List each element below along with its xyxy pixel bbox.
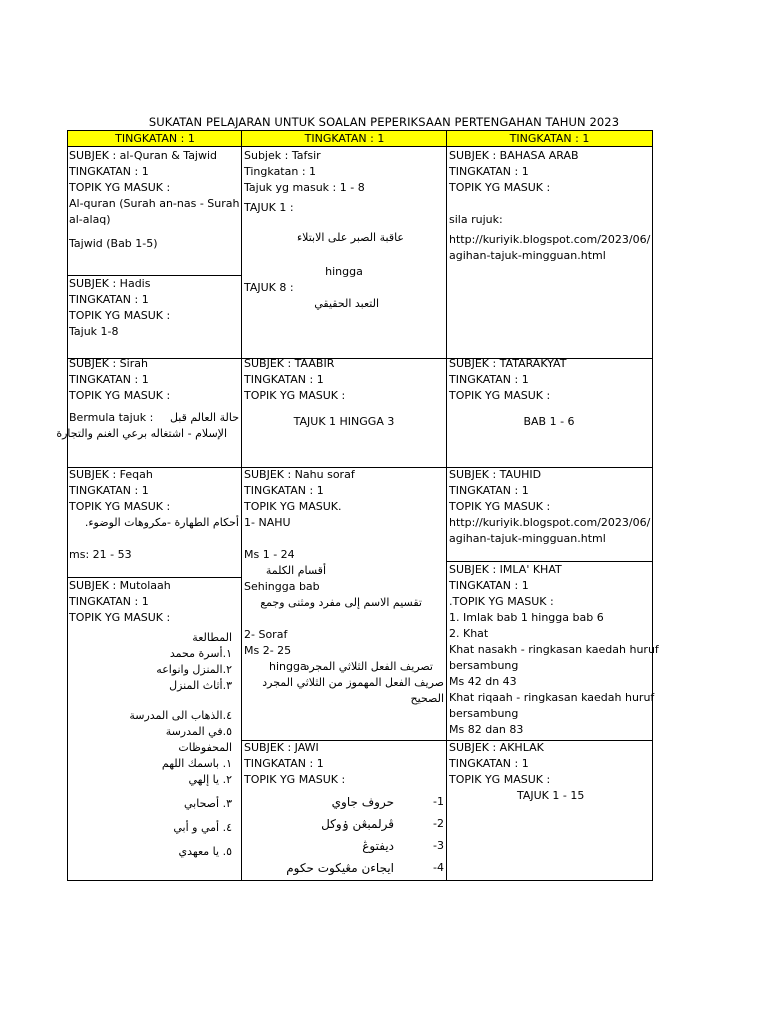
topic-label: TOPIK YG MASUK : <box>69 309 171 322</box>
arabic-topic: تصريف الفعل الثلاثي المجرد <box>304 660 433 673</box>
topic-text: TAJUK 8 : <box>244 281 294 294</box>
arabic-item: ٥.في المدرسة <box>165 725 232 738</box>
subject-label: SUBJEK : Mutolaah <box>69 579 171 592</box>
arabic-item: ٣. أصحابي <box>184 797 232 810</box>
topic-label: TOPIK YG MASUK : <box>69 500 171 513</box>
level-label: TINGKATAN : 1 <box>449 165 529 178</box>
arabic-topic: أحكام الطهارة -مكروهات الوضوء. <box>84 516 239 529</box>
topic-text: sila rujuk: <box>449 213 503 226</box>
cell-tatarakyat <box>449 356 649 430</box>
arabic-topic: تقسيم الاسم إلى مفرد ومثنى وجمع <box>260 596 422 609</box>
jawi-item: -1 حروف جاوي <box>331 795 444 809</box>
subject-label: Subjek : Tafsir <box>244 149 321 162</box>
subject-label: SUBJEK : JAWI <box>244 741 319 754</box>
topic-label: .TOPIK YG MASUK : <box>449 595 554 608</box>
level-label: Tingkatan : 1 <box>244 165 317 178</box>
arabic-list <box>69 630 232 860</box>
topic-text: bersambung <box>449 707 519 720</box>
arabic-item: ٢. يا إلهي <box>188 773 232 786</box>
topic-text: hingga <box>269 660 307 673</box>
topic-text: TAJUK 1 - 15 <box>517 789 585 802</box>
topic-text: TAJUK 1 HINGGA 3 <box>293 415 395 428</box>
subject-label: SUBJEK : AKHLAK <box>449 741 544 754</box>
column-divider <box>446 131 447 880</box>
topic-text: bersambung <box>449 659 519 672</box>
jawi-item: -4 ايجاءن مڠيكوت حكوم <box>286 861 444 875</box>
cell-feqah <box>69 467 239 563</box>
level-label: TINGKATAN : 1 <box>69 595 149 608</box>
topic-text: Sehingga bab <box>244 580 320 593</box>
level-label: TINGKATAN : 1 <box>244 484 324 497</box>
subject-label: SUBJEK : Nahu soraf <box>244 468 355 481</box>
topic-text: 1. Imlak bab 1 hingga bab 6 <box>449 611 604 624</box>
arabic-topic: صريف الفعل المهموز من الثلاثي المجرد <box>262 676 444 689</box>
arabic-item: المطالعة <box>192 631 232 644</box>
topic-text: BAB 1 - 6 <box>523 415 575 428</box>
arabic-item: المحفوظات <box>178 741 232 754</box>
column-divider <box>241 131 242 880</box>
topic-label: TOPIK YG MASUK : <box>69 389 171 402</box>
topic-label: TOPIK YG MASUK : <box>449 500 551 513</box>
cell-bahasa-arab <box>449 148 650 264</box>
level-label: TINGKATAN : 1 <box>449 579 529 592</box>
subject-label: SUBJEK : Sirah <box>69 357 148 370</box>
cell-akhlak <box>449 740 649 804</box>
topic-label: TOPIK YG MASUK : <box>449 773 551 786</box>
level-label: TINGKATAN : 1 <box>69 165 149 178</box>
topic-text: Tajuk 1-8 <box>69 325 119 338</box>
reference-link[interactable]: http://kuriyik.blogspot.com/2023/06/ <box>449 233 651 246</box>
level-label: TINGKATAN : 1 <box>69 373 149 386</box>
arabic-item: ٣.أثاث المنزل <box>169 679 232 692</box>
topic-text: hingga <box>325 265 363 278</box>
topic-text: Tajwid (Bab 1-5) <box>69 237 158 250</box>
page-title: SUKATAN PELAJARAN UNTUK SOALAN PEPERIKSAAN PERTENGAHAN TAHUN 2023 <box>148 115 620 129</box>
topic-text: Al-quran (Surah an-nas - Surah <box>69 197 240 210</box>
level-label: TINGKATAN : 1 <box>69 484 149 497</box>
topic-label: TOPIK YG MASUK : <box>69 611 171 624</box>
reference-link[interactable]: agihan-tajuk-mingguan.html <box>449 249 606 262</box>
topic-label: TOPIK YG MASUK : <box>449 389 551 402</box>
topic-text: 1- NAHU <box>244 516 291 529</box>
subject-label: SUBJEK : TATARAKYAT <box>449 357 567 370</box>
topic-text: Ms 2- 25 <box>244 644 292 657</box>
level-label: TINGKATAN : 1 <box>244 373 324 386</box>
topic-label: TOPIK YG MASUK : <box>244 773 346 786</box>
topic-text: 2. Khat <box>449 627 489 640</box>
level-label: TINGKATAN : 1 <box>449 373 529 386</box>
topic-label: TOPIK YG MASUK. <box>244 500 342 513</box>
topic-label: Tajuk yg masuk : 1 - 8 <box>244 181 365 194</box>
arabic-item <box>69 694 232 708</box>
arabic-item: ٤.الذهاب الى المدرسة <box>129 709 232 722</box>
subject-label: SUBJEK : BAHASA ARAB <box>449 149 579 162</box>
topic-text: Ms 82 dan 83 <box>449 723 524 736</box>
level-label: TINGKATAN : 1 <box>69 293 149 306</box>
arabic-item: ٢.المنزل وانواعه <box>156 663 232 676</box>
jawi-item: -3 ديفتوڠ <box>362 839 444 853</box>
topic-text: TAJUK 1 : <box>244 201 294 214</box>
topic-text: Ms 42 dn 43 <box>449 675 517 688</box>
cell-imla-khat <box>449 562 659 738</box>
header-tingkatan-col2: TINGKATAN : 1 <box>242 131 447 147</box>
arabic-topic: أقسام الكلمة <box>265 564 326 577</box>
topic-label: TOPIK YG MASUK : <box>449 181 551 194</box>
cell-tafsir <box>244 148 444 312</box>
arabic-item: ١.أسرة محمد <box>169 647 232 660</box>
topic-text: Khat nasakh - ringkasan kaedah huruf <box>449 643 659 656</box>
cell-mutolaah <box>69 578 239 860</box>
subject-label: SUBJEK : TAUHID <box>449 468 542 481</box>
level-label: TINGKATAN : 1 <box>449 757 529 770</box>
subject-label: SUBJEK : IMLA' KHAT <box>449 563 562 576</box>
subject-label: SUBJEK : Hadis <box>69 277 151 290</box>
reference-link[interactable]: http://kuriyik.blogspot.com/2023/06/ <box>449 516 651 529</box>
level-label: TINGKATAN : 1 <box>244 757 324 770</box>
arabic-topic: عاقبة الصبر على الابتلاء <box>296 231 404 244</box>
subject-label: SUBJEK : TAABIR <box>244 357 335 370</box>
arabic-item: ٤. أمي و أبي <box>173 821 232 834</box>
arabic-topic: التعبد الحقيقي <box>314 297 379 310</box>
topic-text: Bermula tajuk : <box>69 411 154 424</box>
topic-text: Khat riqaah - ringkasan kaedah huruf <box>449 691 655 704</box>
subject-label: SUBJEK : Feqah <box>69 468 153 481</box>
jawi-topic-list <box>244 792 444 884</box>
subject-label: SUBJEK : al-Quran & Tajwid <box>69 149 218 162</box>
cell-hadis <box>69 276 170 340</box>
topic-label: TOPIK YG MASUK : <box>244 389 346 402</box>
cell-nahu-soraf <box>244 467 444 707</box>
arabic-topic: الإسلام - اشتغاله برعي الغنم والتجارة <box>56 427 227 440</box>
topic-text: al-alaq) <box>69 213 111 226</box>
header-tingkatan-col3: TINGKATAN : 1 <box>447 131 652 147</box>
arabic-topic: الصحيح <box>410 692 444 705</box>
topic-label: TOPIK YG MASUK : <box>69 181 171 194</box>
reference-link[interactable]: agihan-tajuk-mingguan.html <box>449 532 606 545</box>
cell-tauhid <box>449 467 650 547</box>
cell-sirah <box>56 356 239 442</box>
arabic-item: ٥. يا معهدي <box>178 845 232 858</box>
topic-text: 2- Soraf <box>244 628 288 641</box>
jawi-item: -2 ڤرلمبڠن ۏوكل <box>321 817 444 831</box>
arabic-item: ١. باسمك اللهم <box>161 757 232 770</box>
cell-taabir <box>244 356 444 430</box>
cell-quran <box>69 148 240 252</box>
cell-jawi <box>244 740 444 884</box>
level-label: TINGKATAN : 1 <box>449 484 529 497</box>
syllabus-table <box>56 130 659 881</box>
header-tingkatan-col1: TINGKATAN : 1 <box>68 131 242 147</box>
arabic-topic: حالة العالم قبل <box>169 411 239 424</box>
topic-text: ms: 21 - 53 <box>69 548 132 561</box>
topic-text: Ms 1 - 24 <box>244 548 295 561</box>
